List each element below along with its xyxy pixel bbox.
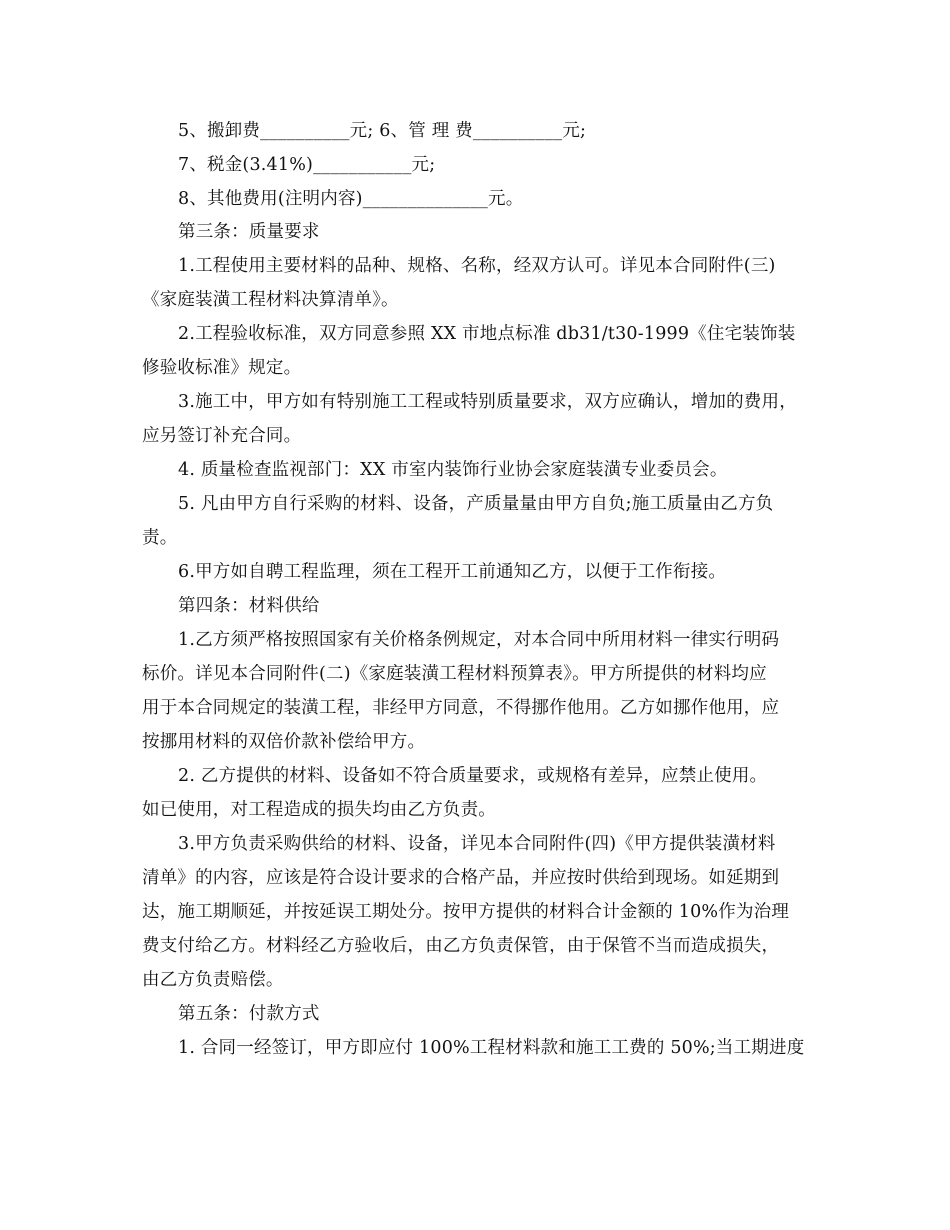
clause-3-1-line-2: 《家庭装潢工程材料决算清单》。: [142, 290, 399, 310]
clause-4-3-line-1: 3.甲方负责采购供给的材料、设备，详见本合同附件(四)《甲方提供装潢材料: [178, 834, 776, 854]
clause-4-2-line-1: 2. 乙方提供的材料、设备如不符合质量要求，或规格有差异，应禁止使用。: [178, 766, 768, 786]
clause-3-5-line-1: 5. 凡由甲方自行采购的材料、设备，产质量量由甲方自负;施工质量由乙方负: [178, 494, 774, 514]
clause-4-3-line-5: 由乙方负责赔偿。: [142, 970, 284, 990]
clause-4-3-line-4: 费支付给乙方。材料经乙方验收后，由乙方负责保管，由于保管不当而造成损失，: [142, 936, 780, 956]
clause-4-3-line-3: 达，施工期顺延，并按延误工期处分。按甲方提供的材料合计金额的 10%作为治理: [142, 902, 790, 922]
clause-4-1-line-4: 按挪用材料的双倍价款补偿给甲方。: [142, 732, 426, 752]
section-heading-quality: 第三条：质量要求: [178, 222, 320, 242]
clause-3-5-line-2: 责。: [142, 528, 178, 548]
clause-3-3-line-2: 应另签订补充合同。: [142, 426, 302, 446]
clause-3-1-line-1: 1.工程使用主要材料的品种、规格、名称，经双方认可。详见本合同附件(三): [178, 256, 776, 276]
fee-line-moving-management: 5、搬卸费__________元; 6、管 理 费__________元;: [178, 121, 587, 141]
clause-4-1-line-3: 用于本合同规定的装潢工程，非经甲方同意，不得挪作他用。乙方如挪作他用，应: [142, 698, 780, 718]
clause-4-3-line-2: 清单》的内容，应该是符合设计要求的合格产品，并应按时供给到现场。如延期到: [142, 868, 780, 888]
clause-5-1-line-1: 1. 合同一经签订，甲方即应付 100%工程材料款和施工工费的 50%;当工期进度: [178, 1038, 805, 1058]
section-heading-materials: 第四条：材料供给: [178, 596, 320, 616]
clause-4-1-line-1: 1.乙方须严格按照国家有关价格条例规定，对本合同中所用材料一律实行明码: [178, 630, 780, 650]
clause-4-2-line-2: 如已使用，对工程造成的损失均由乙方负责。: [142, 800, 496, 820]
fee-line-tax: 7、税金(3.41%)___________元;: [178, 155, 436, 175]
clause-3-4: 4. 质量检查监视部门：XX 市室内装饰行业协会家庭装潢专业委员会。: [178, 460, 728, 480]
clause-3-2-line-2: 修验收标准》规定。: [142, 358, 302, 378]
clause-3-6: 6.甲方如自聘工程监理，须在工程开工前通知乙方，以便于工作衔接。: [178, 562, 727, 582]
clause-4-1-line-2: 标价。详见本合同附件(二)《家庭装潢工程材料预算表》。甲方所提供的材料均应: [142, 664, 767, 684]
clause-3-2-line-1: 2.工程验收标准，双方同意参照 XX 市地点标准 db31/t30-1999《住宅装饰装: [178, 324, 796, 344]
fee-line-other: 8、其他费用(注明内容)______________元。: [178, 189, 524, 209]
section-heading-payment: 第五条：付款方式: [178, 1004, 320, 1024]
clause-3-3-line-1: 3.施工中，甲方如有特别施工工程或特别质量要求，双方应确认，增加的费用，: [178, 392, 797, 412]
